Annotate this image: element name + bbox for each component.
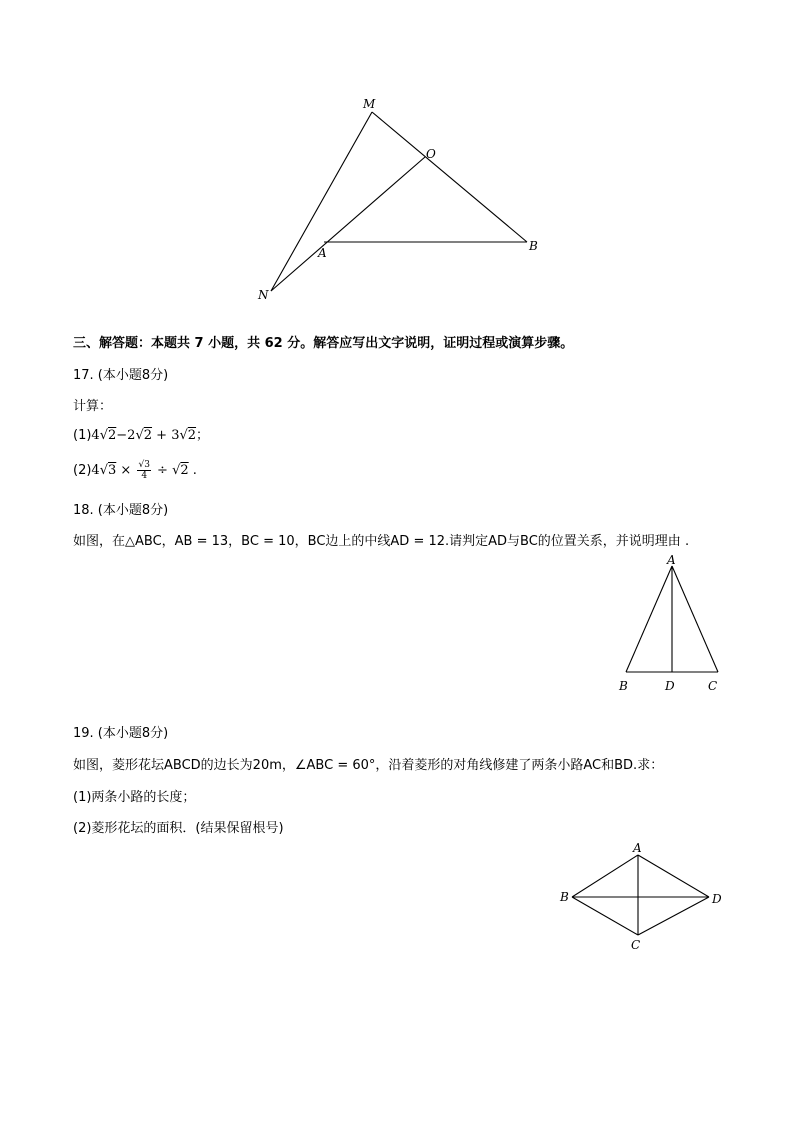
q17-part2: (2)4√3 × $\frac{√3}{4}$ ÷ √2 . [73, 460, 197, 481]
segment-ad [638, 855, 709, 897]
figure-triangle-abc [600, 550, 740, 700]
q17-header [73, 367, 168, 385]
label-b: B [619, 679, 628, 693]
q19-part2: (2)菱形花坛的面积．(结果保留根号) [73, 821, 284, 836]
q19-header: 19. (本小题8分) [73, 726, 169, 741]
segment-ab [572, 855, 638, 897]
label-c: C [631, 938, 641, 952]
label-a: A [633, 841, 642, 855]
q17-intro: 计算： [73, 399, 113, 414]
q17-part2-label: (2) [73, 463, 92, 478]
segment-mn [271, 112, 372, 291]
q18-header: 18. (本小题8分) [73, 503, 169, 518]
segment-dc [638, 897, 709, 935]
q17-part1-label: (1) [73, 428, 92, 443]
label-n: N [258, 288, 269, 302]
label-o: O [426, 147, 436, 161]
segment-bc [572, 897, 638, 935]
q19-text: 如图，菱形花坛ABCD的边长为20m，∠ABC = 60°，沿着菱形的对角线修建了两条小路AC和BD.求： [73, 758, 664, 773]
segment-no [271, 157, 425, 291]
segment-ab [626, 566, 672, 672]
label-m: M [363, 97, 376, 111]
label-a: A [667, 553, 676, 567]
segment-mb [372, 112, 527, 242]
label-b: B [560, 890, 569, 904]
q18-text: 如图，在△ABC，AB = 13，BC = 10，BC边上的中线AD = 12.请判定AD与BC的位置关系，并说明理由 . [73, 534, 690, 549]
label-a: A [318, 246, 327, 260]
label-c: C [708, 679, 718, 693]
q17-header-text: 17. (本小题8分) [73, 368, 169, 383]
q17-part1: (1)4√2−2√2 + 3√2； [73, 428, 210, 443]
label-d: D [665, 679, 675, 693]
figure-rhombus-abcd [550, 835, 740, 960]
q19-part1: (1)两条小路的长度； [73, 790, 196, 805]
figure-triangle-mnb [0, 0, 794, 320]
label-d: D [712, 892, 722, 906]
label-b: B [529, 239, 538, 253]
section-heading: 三、解答题：本题共 7 小题，共 62 分。解答应写出文字说明，证明过程或演算步骤。 [73, 336, 574, 351]
segment-ac [672, 566, 718, 672]
